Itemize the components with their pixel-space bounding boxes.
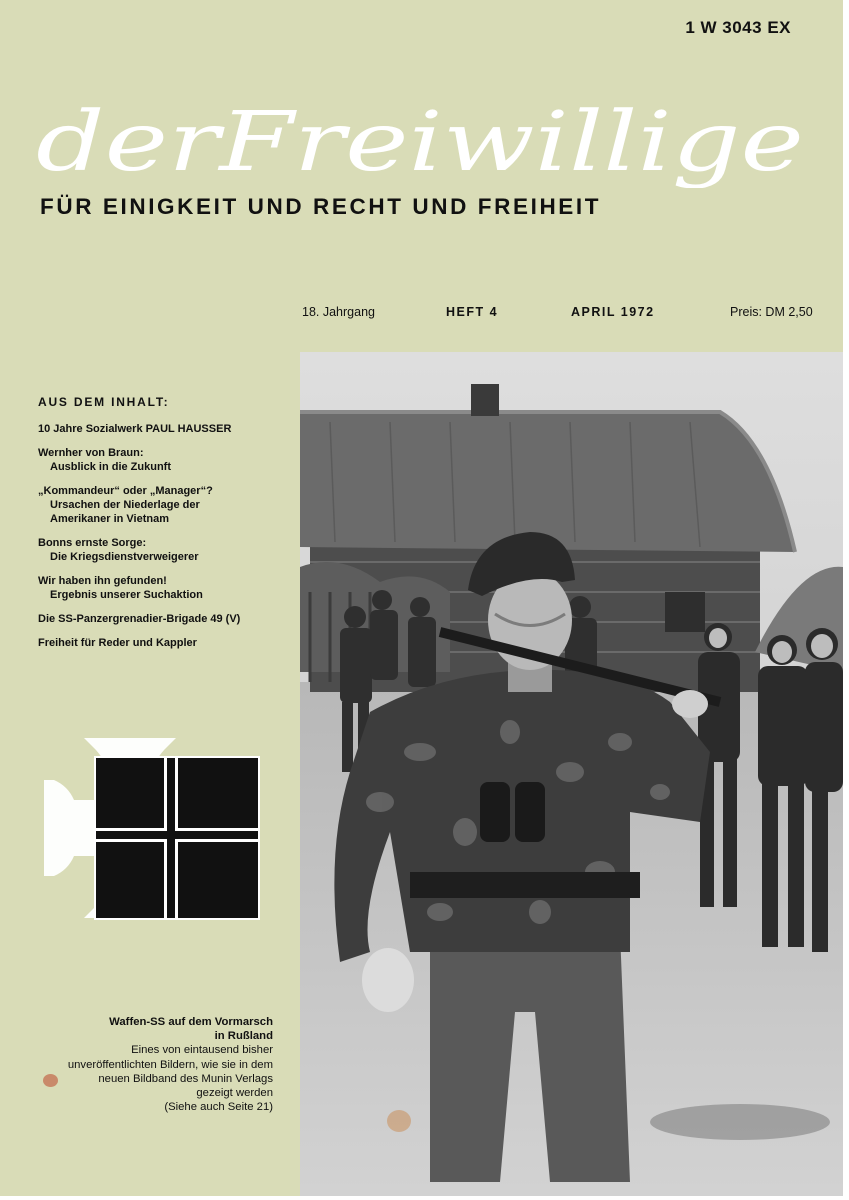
paper-stain [387,1110,411,1132]
contents-line: Ursachen der Niederlage der [50,499,200,511]
contents-item [38,484,293,526]
masthead-subtitle: FÜR EINIGKEIT UND RECHT UND FREIHEIT [40,194,602,219]
paper-stain [43,1074,58,1087]
caption-body-line: unveröffentlichten Bildern, wie sie in dem [67,1058,273,1071]
contents-line: Wernher von Braun: [38,447,144,459]
caption-body-line: (Siehe auch Seite 21) [164,1101,273,1114]
table-of-contents [38,395,293,660]
issue-price: Preis: DM 2,50 [730,305,813,319]
postal-code: 1 W 3043 EX [685,18,791,37]
photo-caption [40,1015,273,1114]
contents-line: 10 Jahre Sozialwerk PAUL HAUSSER [38,423,232,435]
contents-item [38,536,293,564]
caption-body-line: neuen Bildband des Munin Verlags [98,1072,273,1085]
contents-line: Amerikaner in Vietnam [50,513,170,525]
contents-item [38,574,293,602]
contents-line: Wir haben ihn gefunden! [38,575,167,587]
cover-photo [300,352,843,1196]
contents-line: Ergebnis unserer Suchaktion [50,589,203,601]
caption-title-line: Waffen-SS auf dem Vormarsch [109,1016,273,1028]
contents-heading: AUS DEM INHALT: [38,395,170,409]
contents-item [38,422,293,436]
contents-item [38,612,293,626]
contents-line: Die Kriegsdienstverweigerer [50,551,199,563]
issue-date: APRIL 1972 [571,305,655,319]
contents-line: Freiheit für Reder und Kappler [38,637,197,649]
issue-info-row [0,305,843,323]
caption-body-line: gezeigt werden [196,1087,273,1100]
contents-line: Bonns ernste Sorge: [38,537,147,549]
issue-number: HEFT 4 [446,305,499,319]
contents-line: Ausblick in die Zukunft [50,461,172,473]
iron-cross-icon [44,736,260,920]
contents-item [38,636,293,650]
volume-label: 18. Jahrgang [302,305,375,319]
page-edge [843,0,849,1200]
caption-body-line: Eines von eintausend bisher [131,1044,273,1057]
contents-line: Die SS-Panzergrenadier-Brigade 49 (V) [38,613,241,625]
masthead-text: derFreiwillige [36,95,804,188]
masthead-title [36,78,816,188]
caption-title-line: in Rußland [214,1030,273,1043]
contents-line: „Kommandeur“ oder „Manager“? [38,485,213,497]
contents-item [38,446,293,474]
